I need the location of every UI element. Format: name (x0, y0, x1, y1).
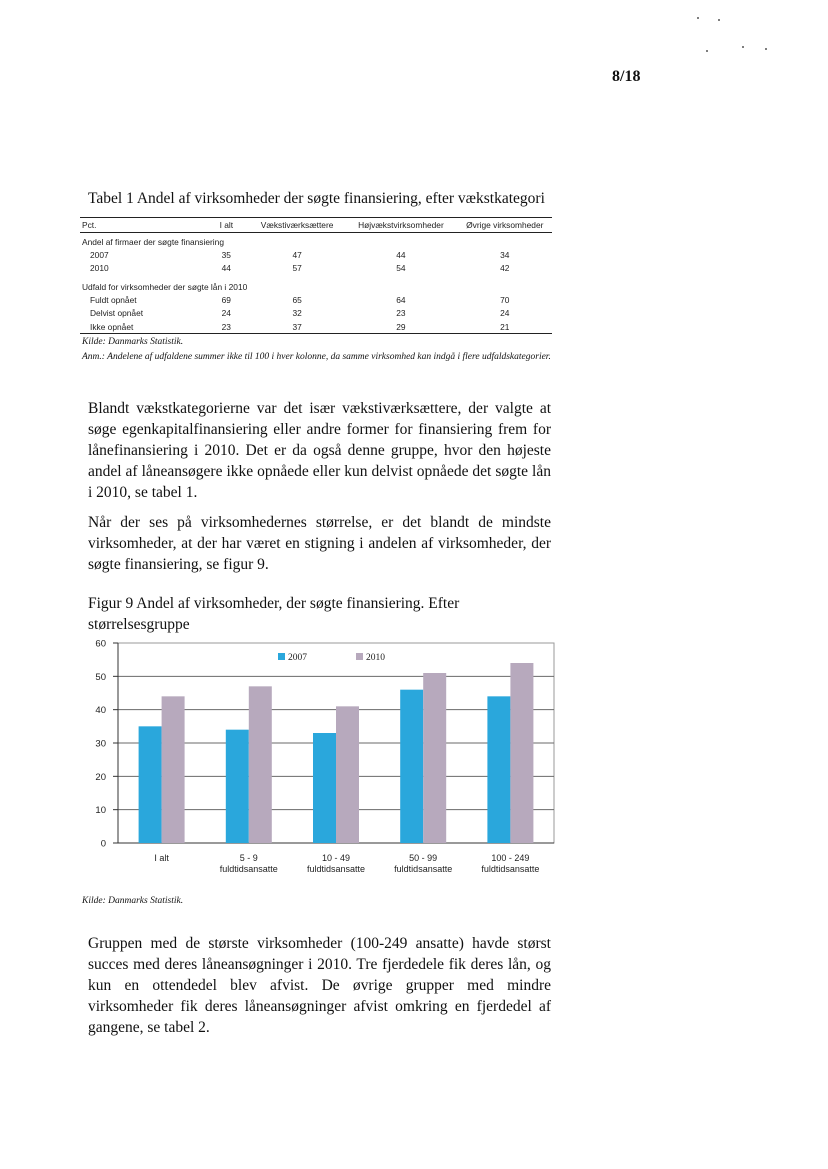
cell: 54 (396, 263, 406, 274)
row-label: Fuldt opnået (90, 295, 137, 306)
legend-swatch-2007 (278, 653, 285, 660)
cell: 69 (221, 295, 231, 306)
cell: 44 (221, 263, 231, 274)
page-number: 8/18 (612, 68, 641, 85)
cell: 34 (500, 250, 510, 261)
table-row (80, 294, 552, 307)
cell: 23 (396, 308, 406, 319)
scan-speck (765, 48, 767, 50)
cell: 57 (292, 263, 302, 274)
paragraph: Når der ses på virksomhedernes størrelse, er det blandt de mindste virksomheder, at der har været en stigning i andelen af virksomheder, der søgte finansiering, se figur 9. (88, 514, 551, 573)
row-label: 2007 (90, 250, 109, 261)
stats-table (80, 217, 552, 334)
y-tick-label: 10 (95, 805, 106, 817)
legend-swatch-2010 (356, 653, 363, 660)
legend-label-2010: 2010 (366, 653, 385, 663)
section-title: Udfald for virksomheder der søgte lån i 2010 (82, 281, 248, 292)
bar-2010-3 (423, 673, 446, 843)
table-note: Anm.: Andelene af udfaldene summer ikke til 100 i hver kolonne, da samme virksomhed kan indgå i flere udfaldskategorier. (82, 352, 551, 362)
x-tick-label: 5 - 9 (239, 853, 258, 863)
cell: 70 (500, 295, 510, 306)
cell: 21 (500, 321, 510, 332)
cell: 32 (292, 308, 302, 319)
header-high-growth: Højvækstvirksomheder (358, 220, 444, 230)
y-tick-label: 30 (95, 738, 106, 750)
x-tick-label: I alt (154, 853, 169, 863)
section-title: Andel af firmaer der søgte finansiering (82, 237, 224, 247)
table-header-row (80, 218, 552, 233)
row-label: 2010 (90, 263, 109, 274)
cell: 47 (292, 250, 302, 261)
table-source: Kilde: Danmarks Statistik. (82, 337, 184, 347)
scan-speck (706, 50, 708, 52)
header-growth-starters: Vækstiværksættere (260, 220, 334, 230)
bar-2007-3 (400, 690, 423, 843)
paragraph: Gruppen med de største virksomheder (100-249 ansatte) havde størst succes med deres låneansøgninger i 2010. Tre fjerdedele fik deres lån, og kun en ottendedel blev afvist. De øvrige grupper med mindre virksomheder fik deres låneansøgninger afvist omkring en fjerdedel af gangene, se tabel 2. (88, 935, 551, 1036)
cell: 64 (396, 295, 406, 306)
scan-speck (718, 19, 720, 21)
scan-speck (742, 46, 744, 48)
x-tick-label: fuldtidsansatte (219, 864, 278, 874)
bar-chart (80, 633, 560, 893)
bar-2010-1 (249, 686, 272, 843)
x-tick-label: fuldtidsansatte (481, 864, 540, 874)
bar-2007-2 (313, 733, 336, 843)
paragraph: Blandt vækstkategorierne var det især vækstiværksættere, der valgte at søge egenkapitalfinansiering eller andre former for finansiering frem for lånefinansiering i 2010. Det er da også denne gruppe, hvor den højeste andel af låneansøgere ikke opnåede eller kun delvist opnåede det søgte lån i 2010, se tabel 1. (88, 400, 551, 501)
x-tick-label: fuldtidsansatte (394, 864, 453, 874)
y-tick-label: 60 (95, 638, 106, 650)
x-tick-label: 50 - 99 (409, 853, 438, 863)
table-row (80, 249, 552, 262)
table-caption: Tabel 1 Andel af virksomheder der søgte finansiering, efter vækstkategori (88, 190, 545, 207)
bar-2007-4 (487, 696, 510, 843)
header-pct: Pct. (82, 220, 97, 230)
chart-svg (80, 633, 560, 893)
x-tick-label: fuldtidsansatte (306, 864, 366, 874)
cell: 37 (292, 321, 302, 332)
x-tick-label: 10 - 49 (321, 853, 351, 863)
table-row (80, 262, 552, 275)
scan-speck (697, 17, 699, 19)
figure-source: Kilde: Danmarks Statistik. (82, 896, 184, 906)
x-tick-label: 100 - 249 (491, 853, 530, 863)
row-label: Delvist opnået (90, 308, 144, 319)
cell: 24 (221, 308, 231, 319)
bar-2007-0 (139, 726, 162, 843)
bar-2010-4 (510, 663, 533, 843)
y-tick-label: 20 (95, 771, 106, 783)
y-tick-label: 0 (100, 838, 106, 850)
cell: 35 (221, 250, 231, 261)
bar-2010-0 (162, 696, 185, 843)
cell: 29 (396, 321, 406, 332)
y-tick-label: 40 (95, 705, 106, 717)
legend-label-2007: 2007 (288, 653, 307, 663)
table-row (80, 320, 552, 334)
figure-caption: Figur 9 Andel af virksomheder, der søgte finansiering. Efter størrelsesgruppe (88, 595, 460, 633)
row-label: Ikke opnået (90, 321, 134, 332)
header-total: I alt (219, 220, 234, 230)
bar-2007-1 (226, 730, 249, 843)
header-other: Øvrige virksomheder (466, 220, 544, 230)
cell: 44 (396, 250, 406, 261)
cell: 65 (292, 295, 302, 306)
cell: 42 (500, 263, 510, 274)
bar-2010-2 (336, 706, 359, 843)
cell: 23 (221, 321, 231, 332)
cell: 24 (500, 308, 510, 319)
y-tick-label: 50 (95, 671, 106, 683)
table-row (80, 307, 552, 320)
